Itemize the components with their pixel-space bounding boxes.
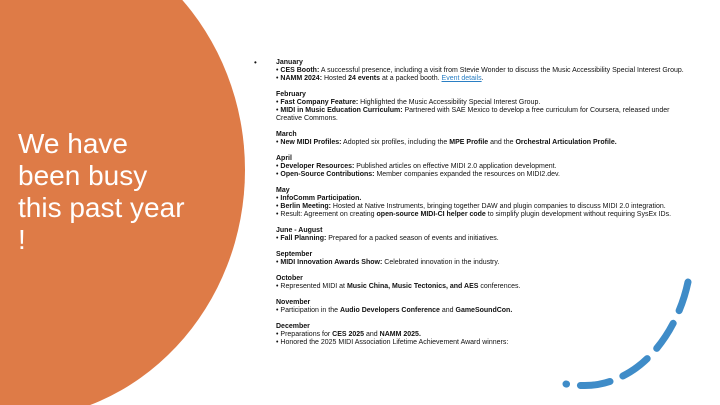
month-item: • CES Booth: A successful presence, including a visit from Stevie Wonder to discuss the Music Accessibility Special Interest Group. bbox=[276, 67, 684, 74]
month-item: • Honored the 2025 MIDI Association Lifetime Achievement Award winners: bbox=[276, 339, 509, 346]
month-item: • Result: Agreement on creating open-source MIDI-CI helper code to simplify plugin development without requiring SysEx IDs. bbox=[276, 211, 672, 218]
month-title: April bbox=[276, 155, 292, 162]
month-item: • NAMM 2024: Hosted 24 events at a packed booth. Event details. bbox=[276, 75, 484, 82]
month-may bbox=[276, 187, 694, 219]
month-title: February bbox=[276, 91, 306, 98]
month-item: • Developer Resources: Published articles on effective MIDI 2.0 application development. bbox=[276, 163, 557, 170]
heading-line: this past year bbox=[18, 192, 185, 223]
month-item: • Represented MIDI at Music China, Music Tectonics, and AES conferences. bbox=[276, 283, 521, 290]
month-item: • Open-Source Contributions: Member companies expanded the resources on MIDI2.dev. bbox=[276, 171, 560, 178]
heading-line: ! bbox=[18, 224, 26, 255]
month-title: September bbox=[276, 251, 313, 258]
event-details-link[interactable]: Event details bbox=[441, 75, 482, 82]
month-item: • Berlin Meeting: Hosted at Native Instruments, bringing together DAW and plugin companies to discuss MIDI 2.0 integration. bbox=[276, 203, 666, 210]
month-item: • InfoComm Participation. bbox=[276, 195, 362, 202]
month-title: March bbox=[276, 131, 297, 138]
heading-line: We have bbox=[18, 128, 128, 159]
month-march bbox=[276, 131, 694, 147]
blue-dashed-arc-decoration bbox=[540, 260, 720, 405]
blue-dashed-arc bbox=[566, 282, 688, 386]
month-item: • Fast Company Feature: Highlighted the Music Accessibility Special Interest Group. bbox=[276, 99, 541, 106]
month-january bbox=[276, 59, 694, 83]
month-title: December bbox=[276, 323, 310, 330]
month-item: • New MIDI Profiles: Adopted six profiles, including the MPE Profile and the Orchestral Articulation Profile. bbox=[276, 139, 617, 146]
month-title: June - August bbox=[276, 227, 323, 234]
month-title: October bbox=[276, 275, 303, 282]
heading-line: been busy bbox=[18, 160, 148, 191]
month-february bbox=[276, 91, 694, 123]
slide-heading bbox=[18, 128, 248, 256]
month-title: May bbox=[276, 187, 290, 194]
month-item: • Fall Planning: Prepared for a packed season of events and initiatives. bbox=[276, 235, 499, 242]
month-title: November bbox=[276, 299, 311, 306]
month-april bbox=[276, 155, 694, 179]
month-june-august bbox=[276, 227, 694, 243]
month-title: January bbox=[276, 59, 303, 66]
month-item: • MIDI in Music Education Curriculum: Partnered with SAE Mexico to develop a free curriculum for Coursera, released under Creative Commons. bbox=[276, 107, 670, 122]
list-bullet: • bbox=[254, 58, 257, 67]
month-item: • Participation in the Audio Developers Conference and GameSoundCon. bbox=[276, 307, 513, 314]
month-item: • Preparations for CES 2025 and NAMM 2025. bbox=[276, 331, 421, 338]
month-item: • MIDI Innovation Awards Show: Celebrated innovation in the industry. bbox=[276, 259, 500, 266]
